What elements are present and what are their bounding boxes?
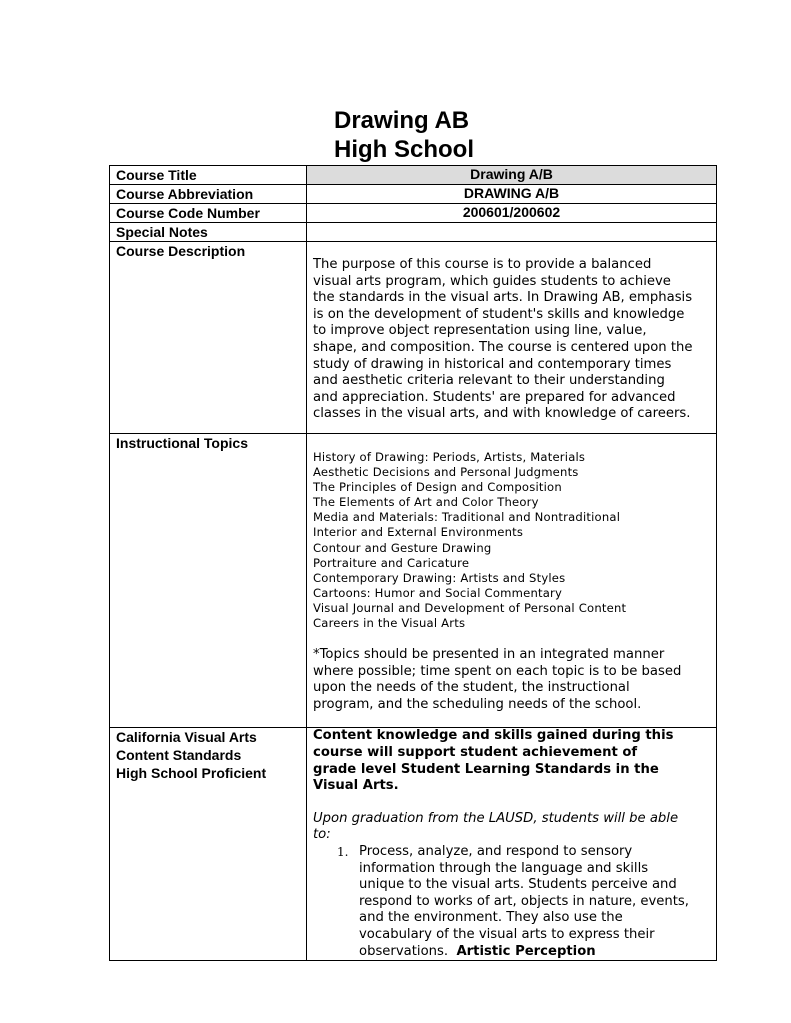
- standard-line: vocabulary of the visual arts to express their: [359, 926, 655, 942]
- standard-line: observations.: [359, 943, 449, 959]
- standard-last-line: [359, 944, 710, 961]
- topic-item: Contour and Gesture Drawing: [313, 540, 492, 555]
- standards-intro-line: Visual Arts.: [313, 778, 399, 794]
- topics-note-line: upon the needs of the student, the instructional: [313, 680, 630, 696]
- topic-item: The Principles of Design and Composition: [313, 480, 562, 495]
- graduation-line: to:: [313, 827, 331, 843]
- standard-line: and the environment. They also use the: [359, 910, 623, 926]
- topic-item: Cartoons: Humor and Social Commentary: [313, 585, 563, 600]
- page-title: [334, 106, 474, 164]
- standards-intro-line: course will support student achievement of: [313, 745, 638, 761]
- description-line: The purpose of this course is to provide a balanced: [313, 257, 652, 272]
- standards-value: [307, 728, 717, 961]
- special-notes-value: [307, 223, 717, 242]
- standards-intro: [313, 728, 710, 794]
- description-line: shape, and composition. The course is centered upon the: [313, 339, 693, 355]
- standards-intro-line: Content knowledge and skills gained during this: [313, 728, 674, 744]
- page-title-line-2: High School: [334, 136, 474, 163]
- description-line: classes in the visual arts, and with knowledge of careers.: [313, 406, 691, 422]
- topic-item: Careers in the Visual Arts: [313, 615, 466, 630]
- topic-item: Aesthetic Decisions and Personal Judgments: [313, 465, 579, 480]
- standard-line: respond to works of art, objects in nature, events,: [359, 893, 689, 909]
- topics-note-line: where possible; time spent on each topic is to be based: [313, 663, 682, 679]
- topics-note: [313, 647, 710, 727]
- topic-item: Contemporary Drawing: Artists and Styles: [313, 570, 566, 585]
- graduation-statement: [313, 811, 710, 844]
- topic-list: [313, 434, 710, 631]
- description-line: to improve object representation using line, value,: [313, 323, 647, 339]
- strand-label: Artistic Perception: [456, 943, 596, 959]
- description-line: study of drawing in historical and contemporary times: [313, 356, 672, 372]
- standards-label-line: High School Proficient: [116, 765, 267, 782]
- special-notes-label: Special Notes: [110, 223, 307, 242]
- description-line: the standards in the visual arts. In Drawing AB, emphasis: [313, 290, 693, 306]
- topics-note-line: program, and the scheduling needs of the school.: [313, 696, 642, 712]
- topic-item: History of Drawing: Periods, Artists, Materials: [313, 449, 586, 464]
- course-description-text: [313, 242, 710, 433]
- standard-line: unique to the visual arts. Students perceive and: [359, 877, 677, 893]
- topics-note-line: *Topics should be presented in an integrated manner: [313, 647, 665, 663]
- row-course-title: [110, 166, 717, 185]
- description-line: and aesthetic criteria relevant to their understanding: [313, 373, 665, 389]
- course-code-label: Course Code Number: [110, 204, 307, 223]
- graduation-line: Upon graduation from the LAUSD, students will be able: [313, 810, 679, 826]
- course-description-value: [307, 242, 717, 434]
- course-abbreviation-value: DRAWING A/B: [307, 185, 717, 204]
- standards-label-line: California Visual Arts: [116, 729, 257, 746]
- instructional-topics-label: Instructional Topics: [110, 433, 307, 728]
- instructional-topics-value: [307, 433, 717, 728]
- row-course-abbreviation: [110, 185, 717, 204]
- standard-line: information through the language and skills: [359, 860, 649, 876]
- row-special-notes: [110, 223, 717, 242]
- standards-label: [110, 728, 307, 961]
- description-line: is on the development of student's skills and knowledge: [313, 306, 685, 322]
- standards-list-item: [337, 844, 710, 960]
- topic-item: The Elements of Art and Color Theory: [313, 495, 539, 510]
- topic-item: Visual Journal and Development of Personal Content: [313, 600, 627, 615]
- course-abbreviation-label: Course Abbreviation: [110, 185, 307, 204]
- description-line: and appreciation. Students' are prepared for advanced: [313, 389, 676, 405]
- topic-item: Media and Materials: Traditional and Nontraditional: [313, 510, 621, 525]
- row-course-code: [110, 204, 717, 223]
- course-title-label: Course Title: [110, 166, 307, 185]
- course-code-value: 200601/200602: [307, 204, 717, 223]
- row-standards: [110, 728, 717, 961]
- topic-item: Portraiture and Caricature: [313, 555, 470, 570]
- page-title-line-1: Drawing AB: [334, 107, 470, 134]
- topic-item: Interior and External Environments: [313, 525, 524, 540]
- description-line: visual arts program, which guides students to achieve: [313, 273, 671, 289]
- row-course-description: [110, 242, 717, 434]
- standard-line: Process, analyze, and respond to sensory: [359, 844, 633, 859]
- standards-list: [313, 844, 710, 960]
- list-number: 1.: [337, 845, 349, 859]
- standards-intro-line: grade level Student Learning Standards in the: [313, 761, 659, 777]
- course-title-value: Drawing A/B: [307, 166, 717, 185]
- standards-label-line: Content Standards: [116, 747, 242, 764]
- course-description-label: Course Description: [110, 242, 307, 434]
- row-instructional-topics: [110, 433, 717, 728]
- course-table: [109, 165, 717, 961]
